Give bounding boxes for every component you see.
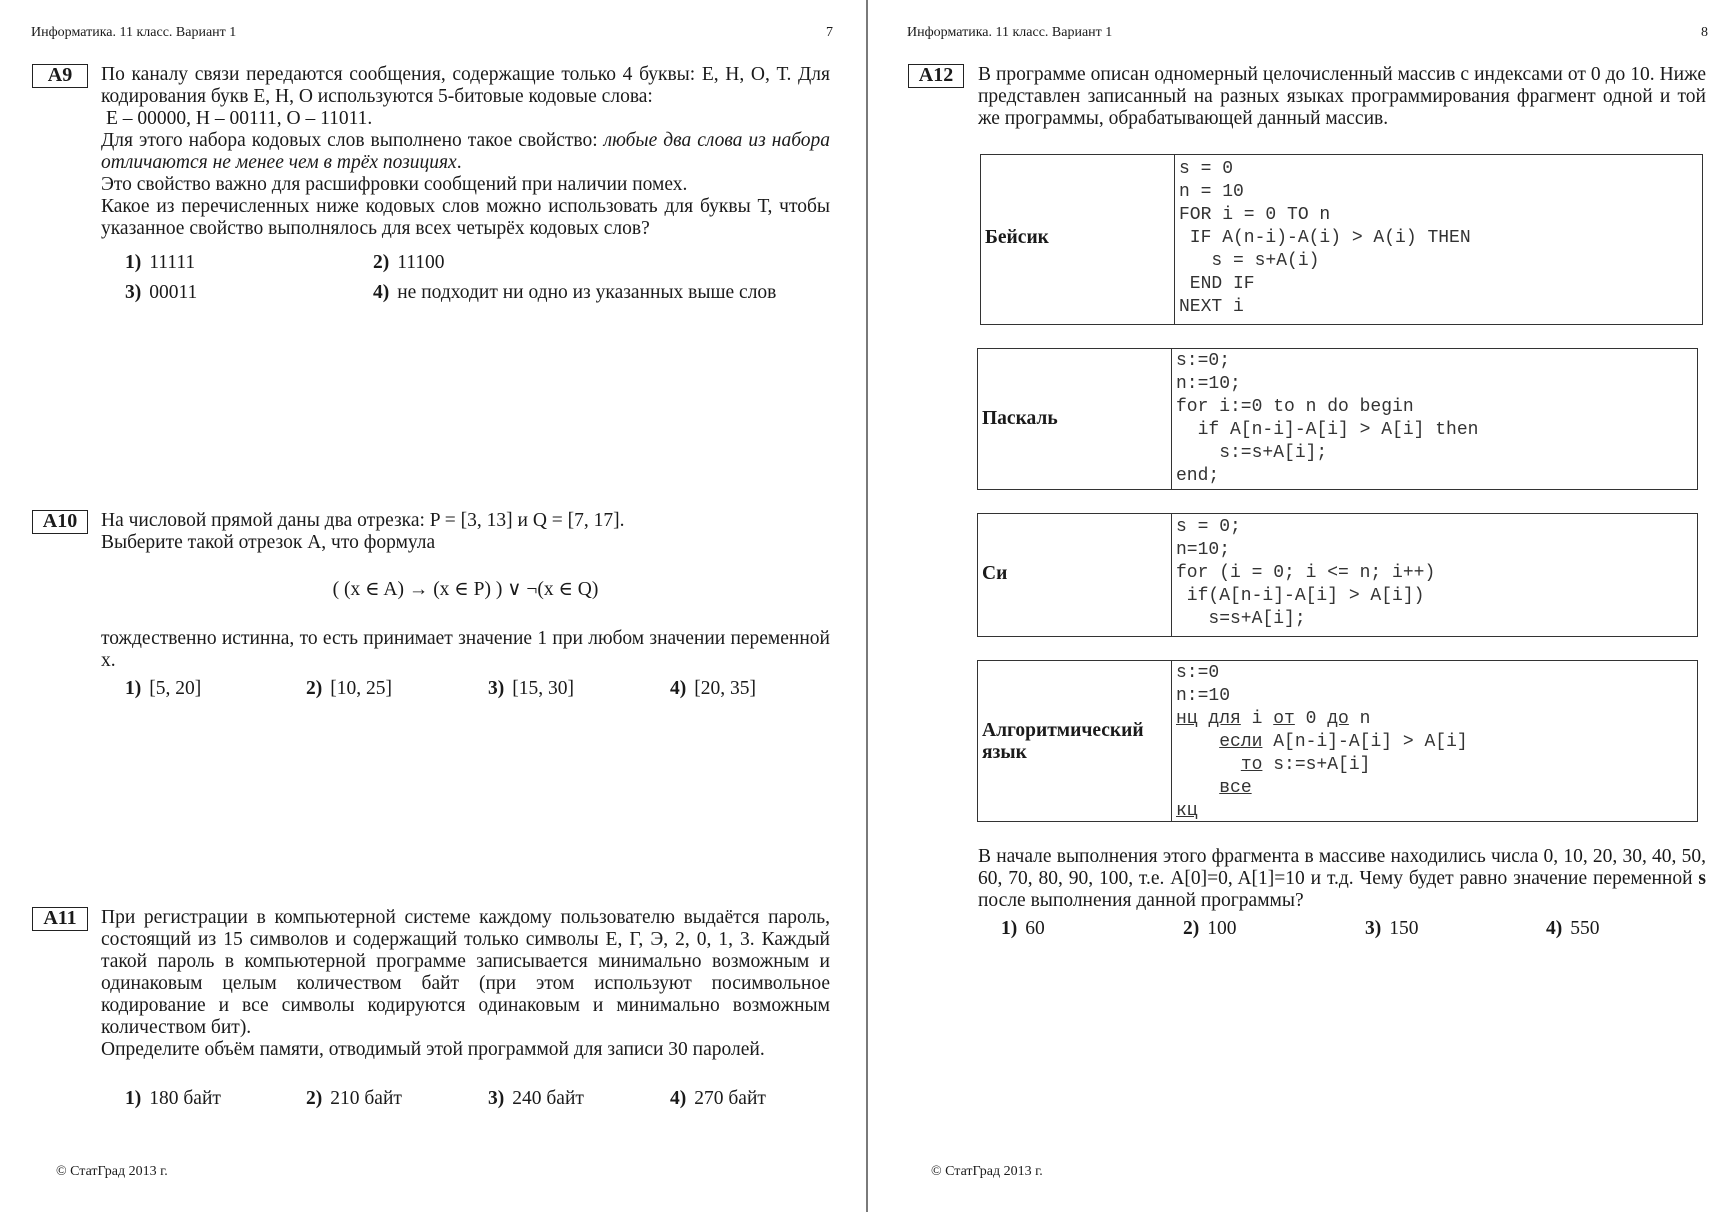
code-line: если A[n-i]-A[i] > A[i] — [1219, 732, 1468, 752]
a12-option-1[interactable]: 1) 60 — [1001, 918, 1045, 939]
a9-option-3[interactable]: 3) 00011 — [125, 282, 198, 303]
a11-paragraph-1: При регистрации в компьютерной системе каждому пользователю выдаётся пароль, состоящий из 15 символов и содержащий только символы Е, Г, Э, 2, 0, 1, 3. Каждый такой пароль в компьютерной программе записывается минимально возможным и одинаковым целым количеством байт (при этом используют посимвольное кодирование и все символы кодируются одинаковым и минимально возможным количеством бит). — [101, 907, 830, 1038]
code-basic — [1174, 155, 1471, 324]
code-table-c — [977, 513, 1698, 637]
a11-paragraph-2: Определите объём памяти, отводимый этой программой для записи 30 паролей. — [101, 1039, 765, 1060]
a12-question: В начале выполнения этого фрагмента в массиве находились числа 0, 10, 20, 30, 40, 50, 60, 70, 80, 90, 100, т.е. A[0]=0, A[1]=10 и т.д. Чему будет равно значение переменной s после выполнения данной программы? — [978, 846, 1706, 911]
running-head: Информатика. 11 класс. Вариант 1 — [907, 25, 1113, 40]
language-name-pascal: Паскаль — [982, 408, 1058, 429]
page-number: 7 — [826, 25, 833, 40]
footer: © СтатГрад 2013 г. — [56, 1164, 168, 1179]
question-label-a9: A9 — [32, 64, 88, 88]
a10-option-2[interactable]: 2) [10, 25] — [306, 678, 392, 699]
a10-paragraph-1: На числовой прямой даны два отрезка: P = [3, 13] и Q = [7, 17]. — [101, 510, 625, 531]
a11-option-2[interactable]: 2) 210 байт — [306, 1088, 402, 1109]
a9-paragraph-5: Какое из перечисленных ниже кодовых слов можно использовать для буквы Т, чтобы указанное свойство выполнялось для всех четырёх кодовых слов? — [101, 196, 830, 239]
a9-paragraph-3 — [101, 130, 830, 174]
a11-option-3[interactable]: 3) 240 байт — [488, 1088, 584, 1109]
language-name-c: Си — [982, 563, 1008, 584]
code-line: n:=10 — [1176, 686, 1231, 706]
a10-option-3[interactable]: 3) [15, 30] — [488, 678, 574, 699]
code-line: FOR i = 0 TO n — [1179, 205, 1331, 225]
code-line: if A[n-i]-A[i] > A[i] then — [1176, 420, 1479, 440]
code-line: нц для i от 0 до n — [1176, 709, 1371, 729]
left-page — [0, 0, 866, 1212]
right-page — [868, 0, 1733, 1212]
code-line: s = s+A(i) — [1179, 251, 1320, 271]
a10-formula: ( (x ∈ A) → (x ∈ P) ) ∨ ¬(x ∈ Q) — [332, 579, 599, 600]
code-line: n:=10; — [1176, 374, 1241, 394]
code-line: for i:=0 to n do begin — [1176, 397, 1414, 417]
a9-option-4[interactable]: 4) не подходит ни одно из указанных выше слов — [373, 282, 777, 303]
code-line: end; — [1176, 466, 1220, 486]
a9-paragraph-1: По каналу связи передаются сообщения, содержащие только 4 буквы: Е, Н, О, Т. Для кодирования букв Е, Н, О используются 5-битовые кодовые слова: — [101, 64, 830, 107]
question-a11-text — [101, 907, 830, 1061]
language-name-basic: Бейсик — [985, 227, 1049, 248]
code-line: s:=s+A[i]; — [1176, 443, 1328, 463]
a9-option-1[interactable]: 1) 11111 — [125, 252, 196, 273]
a11-option-1[interactable]: 1) 180 байт — [125, 1088, 221, 1109]
code-table-algo — [977, 660, 1698, 822]
code-line: END IF — [1179, 274, 1255, 294]
a10-paragraph-2: Выберите такой отрезок A, что формула — [101, 532, 436, 553]
language-name-algo: Алгоритмический язык — [982, 720, 1144, 763]
a9-p3-italic: любые два слова из набора отличаются не менее чем в трёх позициях — [101, 130, 830, 173]
code-line: NEXT i — [1179, 297, 1244, 317]
a12-option-3[interactable]: 3) 150 — [1365, 918, 1419, 939]
code-line: IF A(n-i)-A(i) > A(i) THEN — [1179, 228, 1471, 248]
a12-intro: В программе описан одномерный целочисленный массив с индексами от 0 до 10. Ниже представлен записанный на разных языках программирования фрагмент одной и той же программы, обрабатывающей данный массив. — [978, 64, 1706, 129]
code-line: все — [1219, 778, 1252, 798]
question-a9-text — [101, 64, 830, 240]
a12-option-4[interactable]: 4) 550 — [1546, 918, 1600, 939]
page-number: 8 — [1701, 25, 1708, 40]
footer: © СтатГрад 2013 г. — [931, 1164, 1043, 1179]
code-algo — [1171, 661, 1468, 821]
code-line: s:=0; — [1176, 351, 1231, 371]
question-label-a12: A12 — [908, 64, 964, 88]
a10-option-4[interactable]: 4) [20, 35] — [670, 678, 756, 699]
code-table-pascal — [977, 348, 1698, 490]
code-line: s = 0; — [1176, 517, 1241, 537]
a9-paragraph-2: Е – 00000, Н – 00111, О – 11011. — [106, 108, 373, 129]
a9-option-2[interactable]: 2) 11100 — [373, 252, 445, 273]
a12-option-2[interactable]: 2) 100 — [1183, 918, 1237, 939]
code-c — [1171, 514, 1435, 636]
code-line: кц — [1176, 801, 1198, 821]
variable-s: s — [1698, 868, 1706, 889]
running-head: Информатика. 11 класс. Вариант 1 — [31, 25, 237, 40]
a9-paragraph-4: Это свойство важно для расшифровки сообщений при наличии помех. — [101, 174, 688, 195]
a10-paragraph-3: тождественно истинна, то есть принимает значение 1 при любом значении переменной х. — [101, 628, 830, 671]
a9-p3-end: . — [456, 152, 462, 173]
question-label-a10: A10 — [32, 510, 88, 534]
code-line: if(A[n-i]-A[i] > A[i]) — [1176, 586, 1425, 606]
a11-option-4[interactable]: 4) 270 байт — [670, 1088, 766, 1109]
a10-option-1[interactable]: 1) [5, 20] — [125, 678, 202, 699]
code-pascal — [1171, 349, 1478, 489]
question-a10-text — [101, 510, 830, 554]
code-table-basic — [980, 154, 1703, 325]
code-line: n = 10 — [1179, 182, 1244, 202]
code-line: s=s+A[i]; — [1176, 609, 1306, 629]
code-line: n=10; — [1176, 540, 1231, 560]
question-label-a11: A11 — [32, 907, 88, 931]
code-line: s = 0 — [1179, 159, 1234, 179]
code-line: то s:=s+A[i] — [1240, 755, 1371, 775]
code-line: s:=0 — [1176, 663, 1220, 683]
a9-p3-text: Для этого набора кодовых слов выполнено такое свойство: — [101, 130, 604, 151]
code-line: for (i = 0; i <= n; i++) — [1176, 563, 1436, 583]
